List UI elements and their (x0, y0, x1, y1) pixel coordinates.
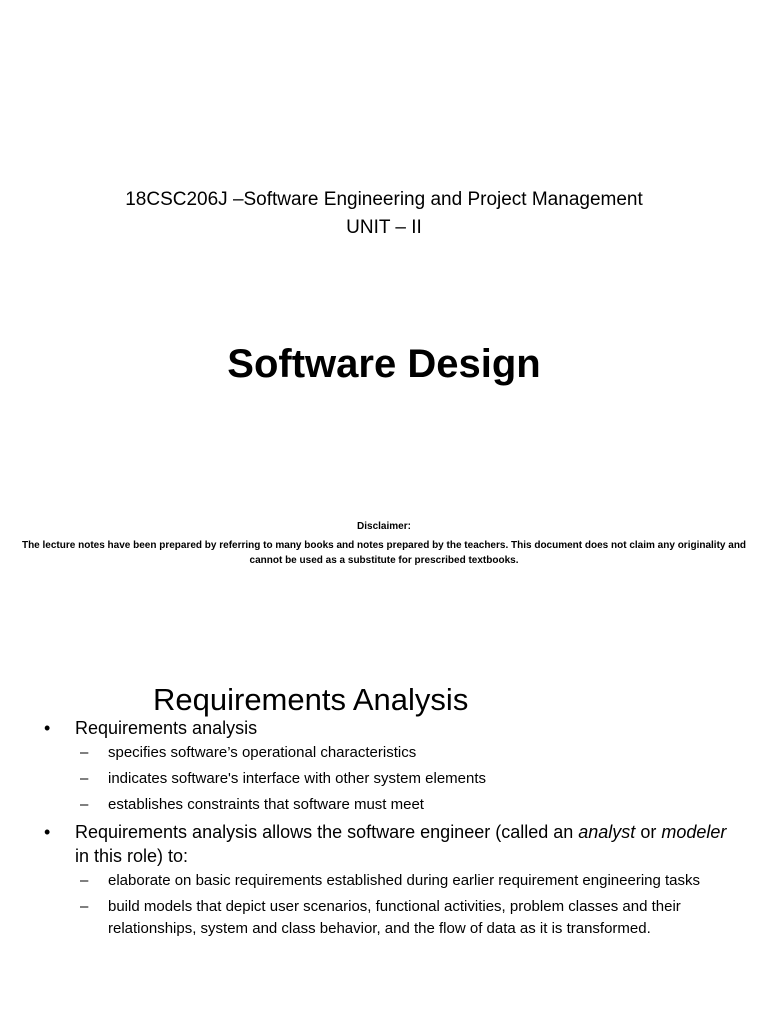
bullet-icon: • (44, 822, 51, 842)
dash-icon: – (80, 872, 89, 889)
section-title: Requirements Analysis (153, 682, 469, 717)
bullet-block (44, 820, 744, 940)
sub-list (44, 742, 744, 816)
slide-title: Software Design (227, 342, 541, 386)
sub-item-text: establishes constraints that software must meet (108, 796, 424, 813)
sub-item-text: build models that depict user scenarios, functional activities, problem classes and their relationships, system and class behavior, and the flow of data as it is transformed. (108, 898, 681, 937)
requirements-analysis-slide (0, 640, 768, 1024)
bullet-block (44, 716, 744, 816)
bullet-text-part: in this role) to: (75, 846, 189, 866)
bullet-list (44, 716, 744, 944)
sub-item-text: indicates software's interface with other system elements (108, 770, 487, 787)
disclaimer (20, 519, 748, 568)
sub-item (80, 794, 744, 816)
sub-item (80, 742, 744, 764)
dash-icon: – (80, 770, 89, 787)
dash-icon: – (80, 898, 89, 915)
sub-item (80, 768, 744, 790)
sub-item-text: elaborate on basic requirements established during earlier requirement engineering tasks (108, 872, 701, 889)
sub-list (44, 870, 744, 940)
sub-item (80, 896, 744, 940)
emphasis-analyst: analyst (578, 822, 636, 842)
sub-item-text: specifies software’s operational characteristics (108, 744, 417, 761)
course-heading (0, 186, 768, 242)
emphasis-modeler: modeler (661, 822, 727, 842)
bullet-text-part: Requirements analysis allows the software engineer (called an (75, 822, 579, 842)
bullet-icon: • (44, 718, 51, 738)
disclaimer-text: The lecture notes have been prepared by referring to many books and notes prepared by the teachers. This document does not claim any originality and cannot be used as a substitute for prescribed textbooks. (21, 540, 747, 566)
bullet-item (44, 820, 744, 868)
disclaimer-heading: Disclaimer: (357, 521, 411, 532)
course-line: 18CSC206J –Software Engineering and Project Management (125, 189, 643, 210)
bullet-item (44, 716, 744, 740)
bullet-text-part: or (635, 822, 662, 842)
sub-item (80, 870, 744, 892)
dash-icon: – (80, 744, 89, 761)
bullet-text: Requirements analysis (75, 718, 258, 738)
dash-icon: – (80, 796, 89, 813)
unit-line: UNIT – II (346, 217, 422, 238)
bullet-text (75, 822, 726, 866)
